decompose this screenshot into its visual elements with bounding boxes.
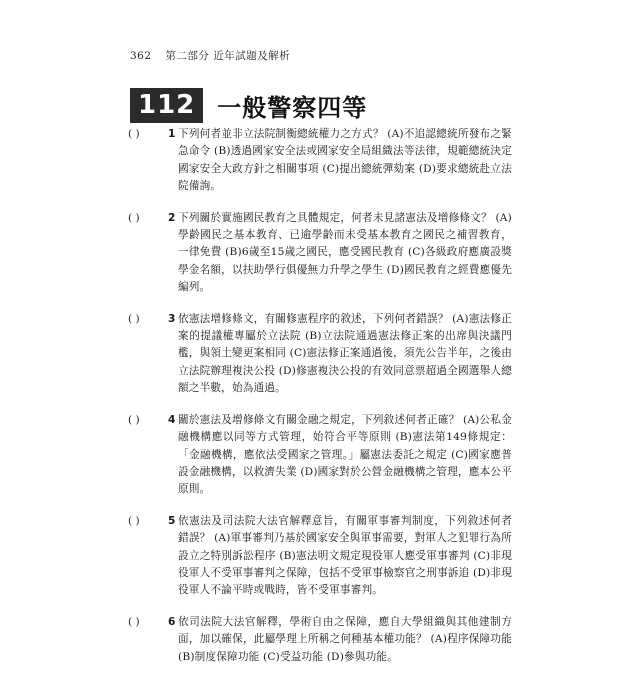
answer-blank: ( )	[128, 413, 140, 426]
answer-blank: ( )	[128, 615, 140, 628]
question-number: 6	[168, 615, 176, 628]
answer-blank: ( )	[128, 312, 140, 325]
year-badge: 112	[130, 88, 203, 123]
question-item	[128, 513, 512, 600]
section-label: 近年試題及解析	[213, 50, 291, 62]
question-list	[128, 126, 512, 680]
part-label: 第二部分	[165, 50, 210, 62]
question-text: 關於憲法及增修條文有關金融之規定，下列敘述何者正確？ (A)公私金融機構應以同等方式管理，始符合平等原則 (B)憲法第149條規定：「金融機構，應依法受國家之管理。」屬憲法委託之規定 (C)國家應普設金融機構，以救濟失業 (D)國家對於公營金融機構之管理，應本公平原則。	[178, 413, 512, 496]
question-number: 3	[168, 312, 176, 325]
question-text: 依司法院大法官解釋，學術自由之保障，應自大學組織與其他建制方面，加以確保，此屬學理上所稱之何種基本權功能？ (A)程序保障功能 (B)制度保障功能 (C)受益功能 (D)參與功能。	[178, 615, 512, 663]
question-number: 5	[168, 514, 176, 527]
question-number: 4	[168, 413, 176, 426]
question-text: 依憲法增修條文，有關修憲程序的敘述，下列何者錯誤？ (A)憲法修正案的提議權專屬於立法院 (B)立法院通過憲法修正案的出席與決議門檻，與領土變更案相同 (C)憲法修正案通過後，須先公告半年，之後由立法院辦理複決公投 (D)修憲複決公投的有效同意票超過全國選舉人總額之半數，始為通過。	[178, 312, 512, 395]
question-number: 1	[168, 128, 176, 140]
question-text: 下列何者並非立法院制衡總統權力之方式？ (A)不追認總統所發布之緊急命令 (B)透過國家安全法或國家安全局組織法等法律，規範總統決定國家安全大政方針之相關事項 (C)提出總統彈劾案 (D)要求總統赴立法院備詢。	[178, 128, 512, 193]
exam-title	[130, 88, 367, 123]
question-item	[128, 614, 512, 666]
question-item	[128, 311, 512, 398]
question-item	[128, 126, 512, 196]
question-text: 下列關於實施國民教育之具體規定，何者未見諸憲法及增修條文？ (A)學齡國民之基本教育、已逾學齡而未受基本教育之國民之補習教育，一律免費 (B)6歲至15歲之國民，應受國民教育 (C)各級政府應廣設獎學金名額，以扶助學行俱優無力升學之學生 (D)國民教育之經費應優先編列。	[178, 211, 512, 294]
question-item	[128, 412, 512, 499]
answer-blank: ( )	[128, 128, 140, 140]
exam-name: 一般警察四等	[217, 94, 368, 122]
running-head	[130, 48, 290, 63]
question-item	[128, 210, 512, 297]
question-number: 2	[168, 211, 176, 224]
answer-blank: ( )	[128, 514, 140, 527]
question-text: 依憲法及司法院大法官解釋意旨，有關軍事審判制度，下列敘述何者錯誤？ (A)軍事審判乃基於國家安全與軍事需要，對軍人之犯罪行為所設立之特別訴訟程序 (B)憲法明文規定現役軍人應受軍事審判 (C)非現役軍人不受軍事審判之保障，包括不受軍事檢察官之刑事訴追 (D)非現役軍人不論平時或戰時，皆不受軍事審判。	[178, 514, 512, 597]
page-number: 362	[130, 50, 152, 62]
answer-blank: ( )	[128, 211, 140, 224]
